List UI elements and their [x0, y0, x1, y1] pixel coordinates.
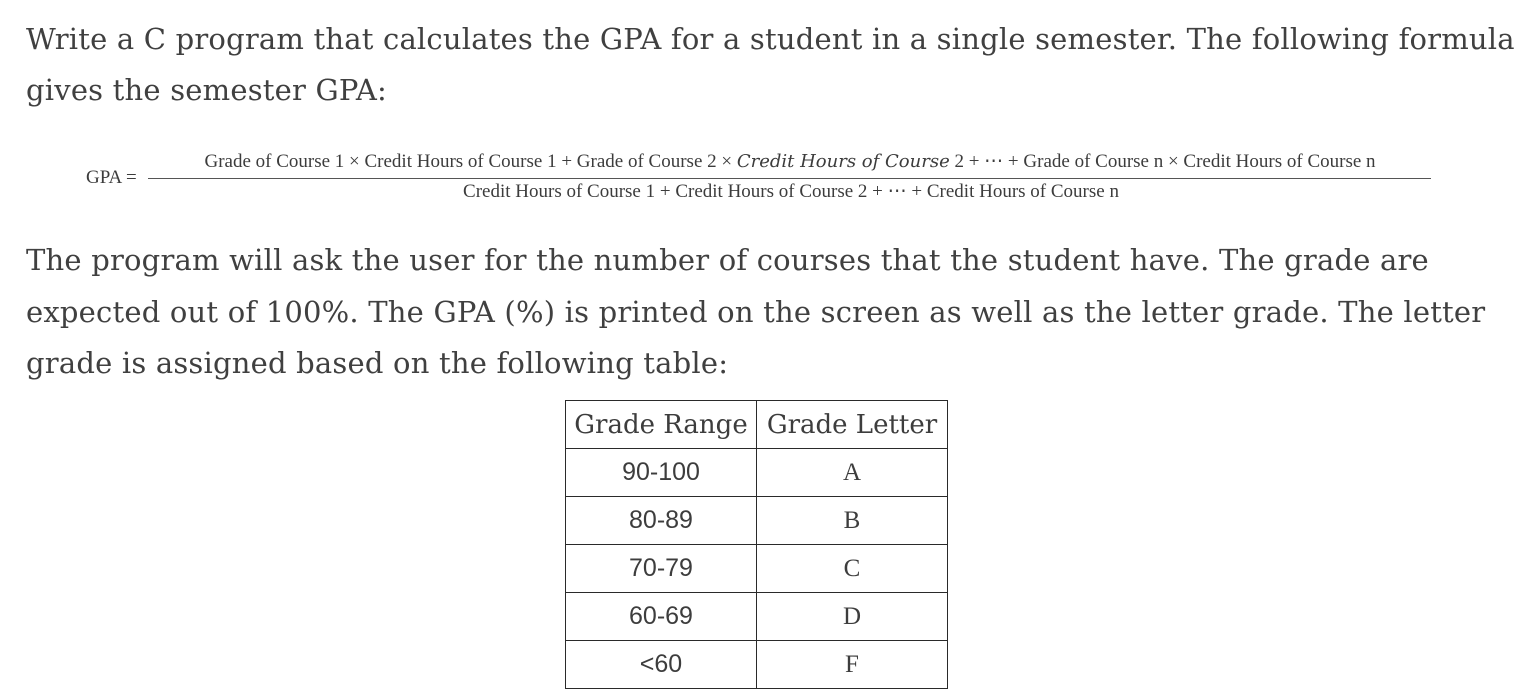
table-row: [566, 641, 948, 689]
fraction-bar: [148, 178, 1431, 179]
grade-letter-cell: A: [757, 449, 948, 497]
numerator-part-1: Grade of Course 1 × Credit Hours of Course 1 + Grade of Course 2 ×: [204, 151, 737, 172]
grade-letter-cell: C: [757, 545, 948, 593]
formula-denominator: [150, 180, 1440, 203]
grade-letter-cell: B: [757, 497, 948, 545]
grade-letter-cell: F: [757, 641, 948, 689]
table-row: [566, 449, 948, 497]
grade-table: [565, 400, 948, 689]
numerator-part-2: 2 + ⋯ + Grade of Course n × Credit Hours of Course n: [949, 151, 1376, 172]
grade-range-cell: 70-79: [566, 545, 757, 593]
table-row: [566, 497, 948, 545]
intro-line-2: gives the semester GPA:: [26, 73, 388, 107]
table-header-row: [566, 401, 948, 449]
body-line-1: The program will ask the user for the number of courses that the student have. The grade are: [26, 243, 1429, 277]
table-row: [566, 593, 948, 641]
header-grade-letter: Grade Letter: [757, 401, 948, 449]
numerator-italic: Credit Hours of Course: [736, 151, 950, 172]
table-row: [566, 545, 948, 593]
denominator-text: Credit Hours of Course 1 + Credit Hours of Course 2 + ⋯ + Credit Hours of Course n: [463, 181, 1119, 202]
header-grade-range: Grade Range: [566, 401, 757, 449]
body-line-3: grade is assigned based on the following table:: [26, 346, 729, 380]
intro-line-1: Write a C program that calculates the GPA for a student in a single semester. The following formula: [26, 22, 1515, 56]
grade-range-cell: <60: [566, 641, 757, 689]
body-line-2: expected out of 100%. The GPA (%) is printed on the screen as well as the letter grade. The letter: [26, 295, 1486, 329]
grade-range-cell: 60-69: [566, 593, 757, 641]
grade-range-cell: 90-100: [566, 449, 757, 497]
grade-range-cell: 80-89: [566, 497, 757, 545]
formula-numerator: [150, 150, 1430, 173]
formula-lhs: GPA =: [86, 167, 137, 188]
grade-letter-cell: D: [757, 593, 948, 641]
